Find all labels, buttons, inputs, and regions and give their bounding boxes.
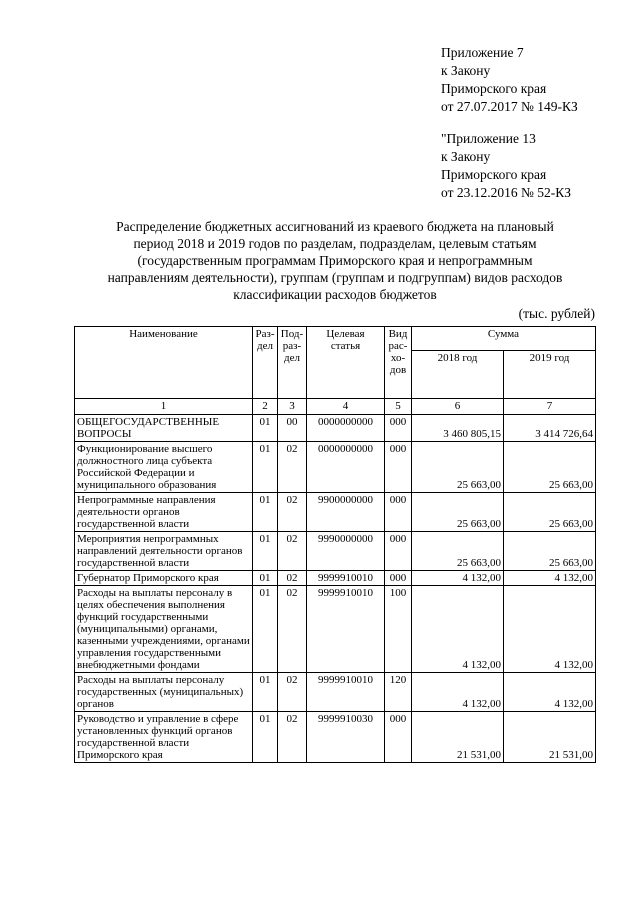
row-target: 9990000000 bbox=[307, 532, 385, 571]
row-2019: 25 663,00 bbox=[504, 442, 596, 493]
table-row bbox=[75, 532, 596, 571]
document-title bbox=[70, 218, 600, 303]
header-sum: Сумма bbox=[412, 327, 596, 351]
row-target: 0000000000 bbox=[307, 442, 385, 493]
row-2018: 3 460 805,15 bbox=[412, 415, 504, 442]
row-2019: 4 132,00 bbox=[504, 673, 596, 712]
row-2018: 4 132,00 bbox=[412, 586, 504, 673]
row-section: 01 bbox=[253, 532, 278, 571]
appendix-header-current bbox=[441, 44, 578, 116]
appendix-line: от 27.07.2017 № 149-КЗ bbox=[441, 99, 578, 114]
column-number: 5 bbox=[385, 399, 412, 415]
header-name: Наименование bbox=[75, 327, 253, 399]
row-name: Руководство и управление в сфере установленных функций органов государственной власти Приморского края bbox=[75, 712, 253, 763]
row-name: Расходы на выплаты персоналу в целях обеспечения выполнения функций государственными (муниципальными) органами, казенными учреждениями, органами управления государственными внебюджетными фондами bbox=[75, 586, 253, 673]
appendix-line: от 23.12.2016 № 52-КЗ bbox=[441, 185, 571, 200]
column-number: 6 bbox=[412, 399, 504, 415]
row-subsection: 02 bbox=[278, 442, 307, 493]
appendix-line: к Закону bbox=[441, 149, 491, 164]
title-line: (государственным программам Приморского края и непрограммным bbox=[137, 253, 533, 268]
appendix-header-amended bbox=[441, 130, 571, 202]
row-2019: 25 663,00 bbox=[504, 532, 596, 571]
row-section: 01 bbox=[253, 493, 278, 532]
row-type: 000 bbox=[385, 571, 412, 586]
header-year-2019: 2019 год bbox=[504, 351, 596, 399]
row-subsection: 00 bbox=[278, 415, 307, 442]
row-section: 01 bbox=[253, 571, 278, 586]
header-expense-type: Вид рас- хо- дов bbox=[385, 327, 412, 399]
units-label: (тыс. рублей) bbox=[518, 306, 595, 321]
header-target: Целевая статья bbox=[307, 327, 385, 399]
row-type: 120 bbox=[385, 673, 412, 712]
row-name: Расходы на выплаты персоналу государственных (муниципальных) органов bbox=[75, 673, 253, 712]
table-row bbox=[75, 586, 596, 673]
row-subsection: 02 bbox=[278, 586, 307, 673]
budget-table bbox=[74, 326, 596, 763]
row-2019: 4 132,00 bbox=[504, 586, 596, 673]
column-number: 3 bbox=[278, 399, 307, 415]
row-type: 000 bbox=[385, 415, 412, 442]
header-section: Раз- дел bbox=[253, 327, 278, 399]
column-number: 1 bbox=[75, 399, 253, 415]
row-2018: 4 132,00 bbox=[412, 571, 504, 586]
row-name: Губернатор Приморского края bbox=[75, 571, 253, 586]
row-subsection: 02 bbox=[278, 493, 307, 532]
row-type: 000 bbox=[385, 442, 412, 493]
appendix-line: Приморского края bbox=[441, 167, 547, 182]
row-2019: 21 531,00 bbox=[504, 712, 596, 763]
row-target: 9999910030 bbox=[307, 712, 385, 763]
row-name: Функционирование высшего должностного лица субъекта Российской Федерации и муниципального образования bbox=[75, 442, 253, 493]
table-row bbox=[75, 571, 596, 586]
table-row bbox=[75, 442, 596, 493]
table-row bbox=[75, 712, 596, 763]
title-line: период 2018 и 2019 годов по разделам, подразделам, целевым статьям bbox=[133, 236, 537, 251]
row-section: 01 bbox=[253, 673, 278, 712]
column-numbers-row bbox=[75, 399, 596, 415]
row-2019: 4 132,00 bbox=[504, 571, 596, 586]
table-row bbox=[75, 415, 596, 442]
row-section: 01 bbox=[253, 712, 278, 763]
column-number: 7 bbox=[504, 399, 596, 415]
appendix-line: "Приложение 13 bbox=[441, 131, 536, 146]
row-subsection: 02 bbox=[278, 571, 307, 586]
row-type: 000 bbox=[385, 712, 412, 763]
row-type: 000 bbox=[385, 493, 412, 532]
row-2018: 4 132,00 bbox=[412, 673, 504, 712]
row-name: Мероприятия непрограммных направлений деятельности органов государственной власти bbox=[75, 532, 253, 571]
row-2018: 25 663,00 bbox=[412, 532, 504, 571]
row-target: 9999910010 bbox=[307, 673, 385, 712]
row-subsection: 02 bbox=[278, 673, 307, 712]
row-target: 9999910010 bbox=[307, 571, 385, 586]
row-2018: 25 663,00 bbox=[412, 442, 504, 493]
row-type: 100 bbox=[385, 586, 412, 673]
column-number: 4 bbox=[307, 399, 385, 415]
title-line: классификации расходов бюджетов bbox=[233, 287, 437, 302]
row-section: 01 bbox=[253, 442, 278, 493]
row-target: 9900000000 bbox=[307, 493, 385, 532]
row-2018: 25 663,00 bbox=[412, 493, 504, 532]
row-name: ОБЩЕГОСУДАРСТВЕННЫЕ ВОПРОСЫ bbox=[75, 415, 253, 442]
row-target: 0000000000 bbox=[307, 415, 385, 442]
row-subsection: 02 bbox=[278, 712, 307, 763]
row-2019: 3 414 726,64 bbox=[504, 415, 596, 442]
table-row bbox=[75, 673, 596, 712]
title-line: Распределение бюджетных ассигнований из краевого бюджета на плановый bbox=[116, 219, 554, 234]
column-number: 2 bbox=[253, 399, 278, 415]
row-2019: 25 663,00 bbox=[504, 493, 596, 532]
row-target: 9999910010 bbox=[307, 586, 385, 673]
row-section: 01 bbox=[253, 586, 278, 673]
appendix-line: Приложение 7 bbox=[441, 45, 524, 60]
row-section: 01 bbox=[253, 415, 278, 442]
row-subsection: 02 bbox=[278, 532, 307, 571]
row-2018: 21 531,00 bbox=[412, 712, 504, 763]
appendix-line: Приморского края bbox=[441, 81, 547, 96]
row-name: Непрограммные направления деятельности органов государственной власти bbox=[75, 493, 253, 532]
header-year-2018: 2018 год bbox=[412, 351, 504, 399]
appendix-line: к Закону bbox=[441, 63, 491, 78]
header-subsection: Под- раз- дел bbox=[278, 327, 307, 399]
row-type: 000 bbox=[385, 532, 412, 571]
table-row bbox=[75, 493, 596, 532]
title-line: направлениям деятельности), группам (группам и подгруппам) видов расходов bbox=[107, 270, 563, 285]
